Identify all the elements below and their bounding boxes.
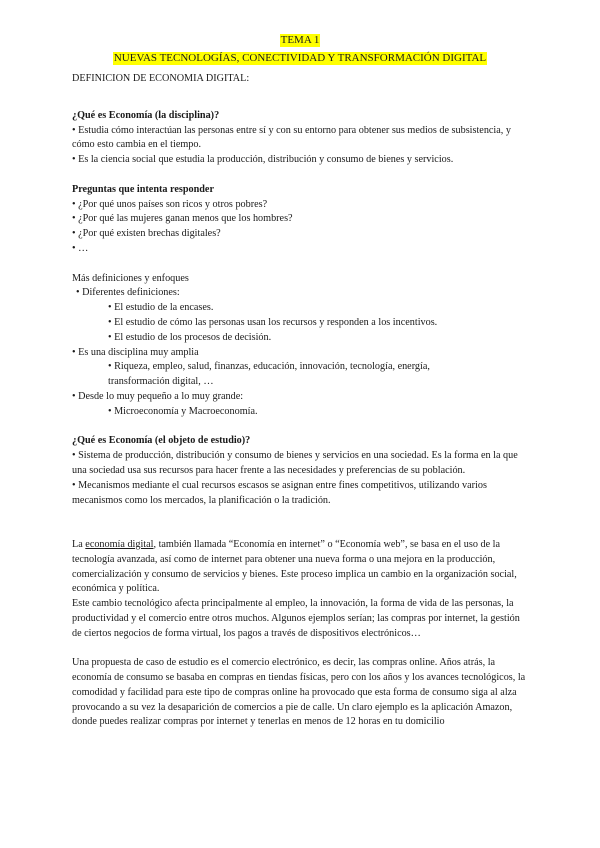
preguntas-heading: Preguntas que intenta responder: [72, 183, 214, 195]
paragraph-prefix: La: [72, 538, 86, 550]
objeto-heading: ¿Qué es Economía (el objeto de estudio)?: [72, 435, 251, 447]
disciplina-bullet: • Es la ciencia social que estudia la producción, distribución y consumo de bienes y servicios.: [72, 154, 454, 166]
definicion-heading: DEFINICION DE ECONOMIA DIGITAL:: [72, 73, 250, 84]
enfoque-subitem: • El estudio de los procesos de decisión.: [108, 331, 272, 343]
enfoque-diferentes: • Diferentes definiciones:: [76, 287, 180, 299]
enfoque-amplia: • Es una disciplina muy amplia: [72, 346, 199, 358]
objeto-bullet: • Sistema de producción, distribución y consumo de bienes y servicios en una sociedad. Es la forma en la que una sociedad usa sus recursos para hacer frente a las necesidades y preferencias de su población.: [72, 450, 518, 476]
tema-subtitle: NUEVAS TECNOLOGÍAS, CONECTIVIDAD Y TRANSFORMACIÓN DIGITAL: [113, 52, 487, 64]
disciplina-heading: ¿Qué es Economía (la disciplina)?: [72, 109, 220, 121]
enfoque-subitem: • Riqueza, empleo, salud, finanzas, educación, innovación, tecnología, energía,: [108, 361, 430, 373]
enfoque-subitem: • El estudio de cómo las personas usan los recursos y responden a los incentivos.: [108, 316, 438, 328]
enfoque-subitem: • Microeconomía y Macroeconomía.: [108, 405, 258, 417]
tema-title: TEMA 1: [280, 34, 320, 46]
header: [0, 30, 600, 66]
disciplina-bullet: • Estudia cómo interactúan las personas entre sí y con su entorno para obtener sus medios de subsistencia, y cómo esto cambia en el tiempo.: [72, 124, 511, 151]
enfoque-subitem: • El estudio de la encases.: [108, 302, 214, 314]
enfoques-heading: Más definiciones y enfoques: [72, 272, 189, 284]
enfoque-pequeno: • Desde lo muy pequeño a lo muy grande:: [72, 390, 244, 402]
cambio-paragraph: Este cambio tecnológico afecta principalmente al empleo, la innovación, la forma de vida de las personas, la productividad y el comercio entre otros muchos. Algunos ejemplos serían; las compras por internet, la gestión de ciertos negocios de forma virtual, los pagos a través de dispositivos electrónicos…: [72, 598, 520, 639]
pregunta-item: • ¿Por qué las mujeres ganan menos que los hombres?: [72, 213, 293, 225]
paragraph-rest: , también llamada “Economía en internet” o “Economía web”, se basa en el uso de la tecnología avanzada, así como de internet para obtener una nueva forma o una mejora en la producción, comercialización y consumo de servicios y bienes. Este proceso implica un cambio en la organización social, económica y política.: [72, 538, 517, 595]
pregunta-item: • ¿Por qué existen brechas digitales?: [72, 228, 221, 240]
enfoque-subitem-continuation: transformación digital, …: [108, 376, 214, 388]
document-body: [72, 72, 532, 730]
caso-estudio-paragraph: Una propuesta de caso de estudio es el comercio electrónico, es decir, las compras online. Años atrás, la economía de consumo se basaba en compras en tiendas físicas, pero con los años y los avances tecnológicos, la comodidad y facilidad para este tipo de compras online ha provocado que esta forma de consumo siga al alza provocando a su vez la desaparición de comercios a pie de calle. Un claro ejemplo es la aplicación Amazon, donde puedes realizar compras por internet y tenerlas en menos de 12 horas en tu domicilio: [72, 657, 526, 728]
economia-digital-paragraph: [72, 538, 532, 597]
pregunta-item: • ¿Por qué unos países son ricos y otros pobres?: [72, 198, 268, 210]
objeto-bullet: • Mecanismos mediante el cual recursos escasos se asignan entre fines competitivos, utilizando varios mecanismos como los mercados, la planificación o la tradición.: [72, 479, 487, 506]
economia-digital-link[interactable]: economía digital: [85, 538, 154, 550]
pregunta-item: • …: [72, 242, 89, 254]
